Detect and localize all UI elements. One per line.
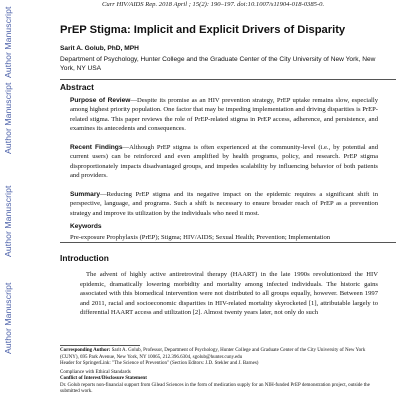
author-manuscript-label: Author Manuscript [3,282,13,354]
corresponding-text: Sarit A. Golub, Professor, Department of Psychology, Hunter College and Graduate Center of the City University of New York (CUNY), 695 Park Avenue, New York, NY 10065, 212.396.6304, sgolub@hunter.cuny.edu [60,348,366,360]
header-note: Header for SpringerLink: "The Science of Prevention" (Section Editors: J.D. Stekler and J. Barnes) [60,361,259,366]
author-manuscript-label: Author Manuscript [3,185,13,257]
findings-label: Recent Findings [70,144,123,151]
author-name: Sarit A. Golub, PhD, MPH [60,45,139,52]
introduction-heading: Introduction [60,253,109,263]
keywords [70,222,378,243]
article-title: PrEP Stigma: Implicit and Explicit Drivers of Disparity [60,24,346,36]
abstract-purpose [70,96,378,134]
conflict-text: Dr. Golub reports non-financial support from Gilead Sciences in the form of medication supply for an NIH-funded PrEP demonstration project, outside the submitted work. [60,382,370,394]
corresponding-author-note [60,348,380,361]
abstract-summary [70,190,378,218]
purpose-text: —Despite its promise as an HIV prevention strategy, PrEP uptake remains slow, especially among highest priority population. One factor that may be impeding implementation and driving disparities is PrEP-related stigma. This paper reviews the role of PrEP-related stigma in PrEP access, adherence, and persistence, and examines its antecedents and consequences. [70,97,378,133]
author-affiliation: Department of Psychology, Hunter College and the Graduate Center of the City University of New York, New York, NY USA [60,56,376,72]
abstract-findings [70,143,378,181]
footnotes [60,348,380,396]
purpose-label: Purpose of Review [70,97,131,104]
author-manuscript-label: Author Manuscript [3,6,13,78]
findings-text: —Although PrEP stigma is often experienced at the community-level (i.e., by potential and current users) can be reinforced and even amplified by health programs, policy, and research. PrEP stigma disproportionately impacts disadvantaged groups, and impedes scalability by influencing behavior of both patients and providers. [70,144,379,180]
summary-text: —Reducing PrEP stigma and its negative impact on the epidemic requires a significant shift in perspective, language, and programs. Such a shift is necessary to ensure broader reach of PrEP as a prevention strategy and improve its utilization by the individuals who need it most. [70,191,378,217]
article-page [50,0,396,400]
introduction-body: The advent of highly active antiretroviral therapy (HAART) in the late 1990s revolutionized the HIV epidemic, dramatically lowering morbidity and mortality among infected individuals. The historic gains associated with this biomedical intervention were not distributed to all groups equally, however. Between 1997 and 2011, racial and socioeconomic disparities in HIV-related mortality skyrocketed [1], attributable largely to differential HAART access and utilization [2]. Almost twenty years later, not only do such [80,271,378,317]
keywords-label: Keywords [70,223,102,230]
author-manuscript-label: Author Manuscript [3,82,13,154]
compliance-note: Compliance with Ethical Standards [60,369,131,375]
section-divider [60,242,396,243]
section-divider [60,79,396,80]
conflict-label: Conflict of Interest/Disclosure Statement [60,376,147,381]
abstract-heading: Abstract [60,82,94,92]
corresponding-label: Corresponding Author: [60,348,111,353]
summary-label: Summary [70,191,101,198]
keywords-text: Pre-exposure Prophylaxis (PrEP); Stigma; HIV/AIDS; Sexual Health; Prevention; Implementation [70,234,331,242]
footnote-divider [60,345,140,346]
journal-citation: Curr HIV/AIDS Rep. 2018 April ; 15(2): 190–197. doi:10.1007/s11904-018-0385-0. [102,1,325,8]
author-manuscript-banner [0,0,32,400]
